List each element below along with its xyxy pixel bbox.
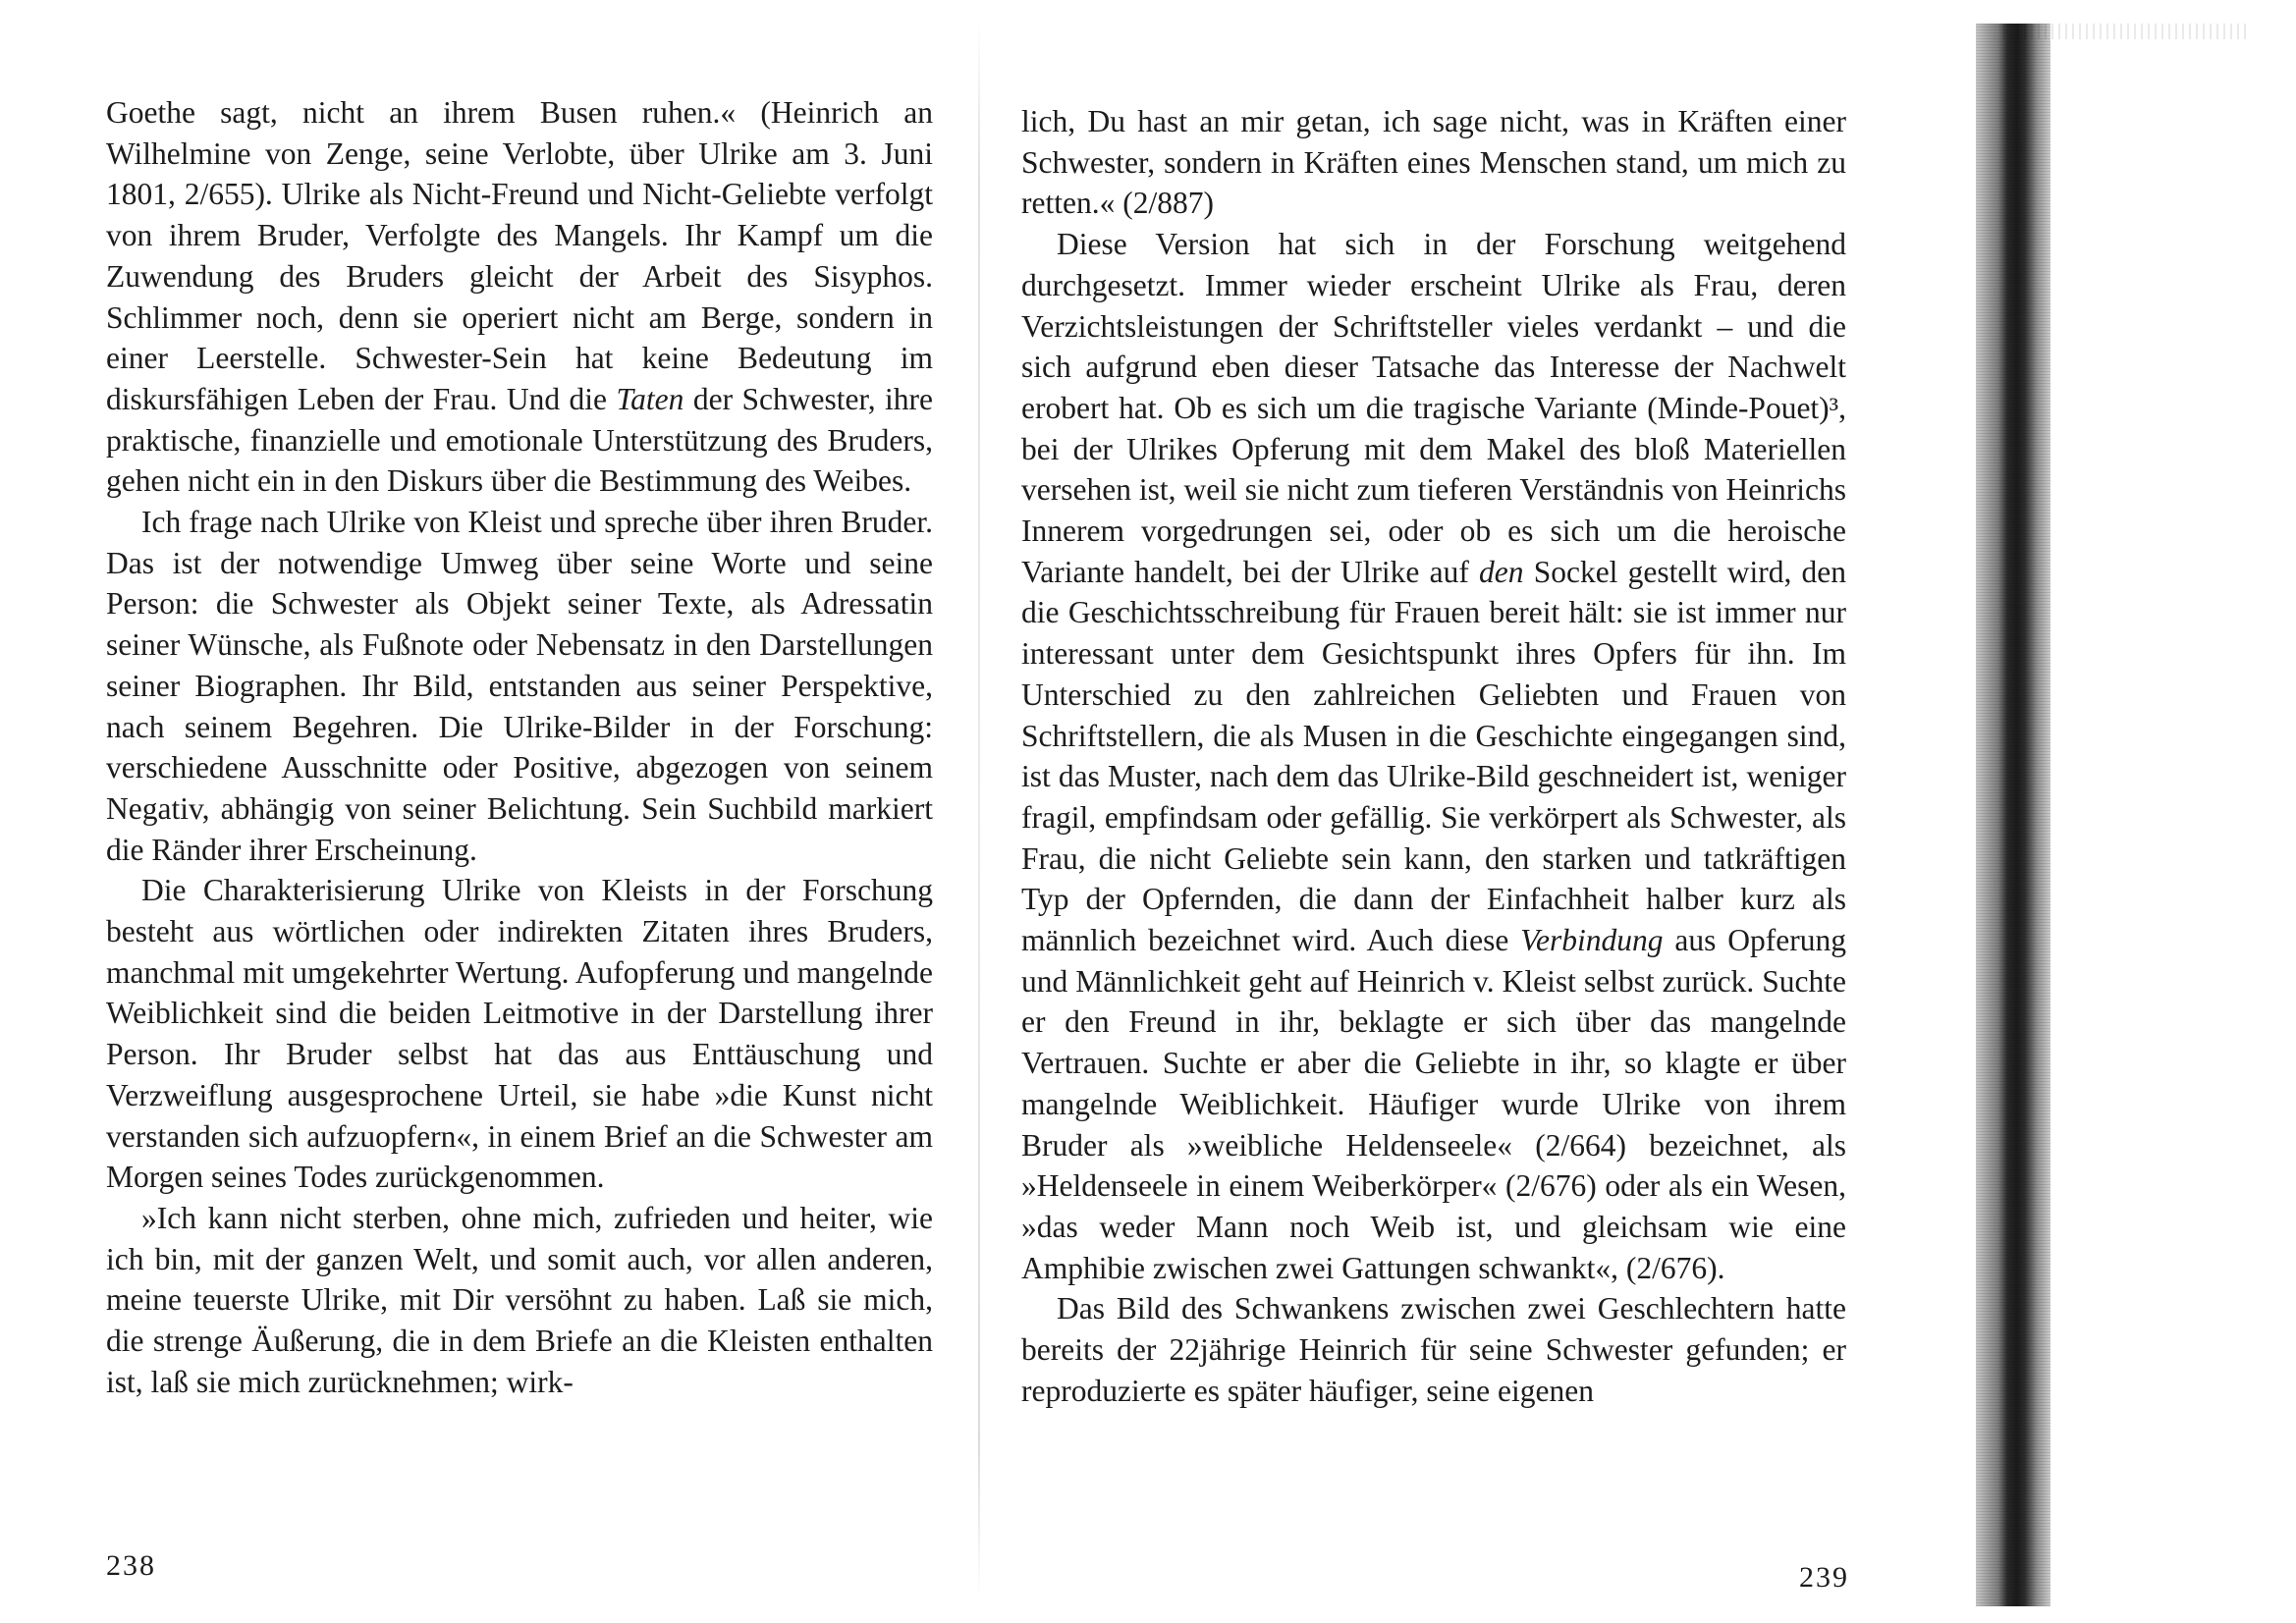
paragraph <box>106 92 933 502</box>
text-run: Sockel gestellt wird, den die Geschichtsschreibung für Frauen bereit hält: sie ist immer nur interessant unter dem Gesichtspunkt ihres Opfers für ihn. Im Unterschied zu den zahlreichen Geliebten und Frauen von Schriftstellern, die als Musen in die Geschichte eingegangen sind, ist das Muster, nach dem das Ulrike-Bild geschneidert ist, weniger fragil, empfindsam oder gefällig. Sie verkörpert als Schwester, als Frau, die nicht Geliebte sein kann, den starken und tatkräftigen Typ der Opfernden, die dann der Einfachheit halber kurz als männlich bezeichnet wird. Auch diese <box>1021 554 1847 958</box>
text-run: der Schwester, ihre praktische, finanzielle und emotionale Unterstützung des Bruders, gehen nicht ein in den Diskurs über die Bestimmung des Weibes. <box>106 381 934 499</box>
page-number-left: 238 <box>106 1549 156 1582</box>
page-number-right: 239 <box>1799 1561 1849 1594</box>
paragraph: Das Bild des Schwankens zwischen zwei Geschlechtern hatte bereits der 22jährige Heinrich für seine Schwester gefunden; er reproduzierte es später häufiger, seine eigenen <box>1021 1291 1846 1408</box>
block-quote: »Ich kann nicht sterben, ohne mich, zufrieden und heiter, wie ich bin, mit der ganzen Welt, und somit auch, vor allen anderen, meine teuerste Ulrike, mit Dir versöhnt zu haben. Laß sie mich, die strenge Äußerung, die in dem Briefe an die Kleisten enthalten ist, laß sie mich zurücknehmen; wirk- <box>106 1200 933 1399</box>
text-run: Und die <box>506 381 608 416</box>
text-run: Goethe sagt, nicht an ihrem Busen ruhen.« (Heinrich an Wilhelmine von Zenge, seine Verlobte, über Ulrike am 3. Juni 1801, 2/655). Ulrike als Nicht-Freund und Nicht-Geliebte verfolgt von ihrem Bruder, Verfolgte des Mangels. Ihr Kampf um die Zuwendung des Bruders gleicht der Arbeit des Sisyphos. Schlimmer noch, denn sie operiert nicht am Berge, sondern in einer Leerstelle. Schwester-Sein hat keine Bedeutung im diskursfähigen Leben der Frau. <box>106 95 933 416</box>
paragraph: lich, Du hast an mir getan, ich sage nicht, was in Kräften einer Schwester, sondern in Kräften eines Menschen stand, um mich zu retten.« (2/887) <box>1021 104 1846 221</box>
paragraph: Die Charakterisierung Ulrike von Kleists in der Forschung besteht aus wörtlichen oder indirekten Zitaten ihres Bruders, manchmal mit umgekehrter Wertung. Aufopferung und mangelnde Weiblichkeit sind die beiden Leitmotive in der Darstellung ihrer Person. Ihr Bruder selbst hat das aus Enttäuschung und Verzweiflung ausgesprochene Urteil, sie habe »die Kunst nicht verstanden sich aufzuopfern«, in einem Brief an die Schwester am Morgen seines Todes zurückgenommen. <box>106 873 933 1195</box>
emphasis: den <box>1479 554 1524 589</box>
scanner-edge-shadow <box>1976 24 2050 1606</box>
emphasis: Taten <box>616 381 684 416</box>
left-page <box>106 92 933 1403</box>
book-gutter <box>978 20 980 1600</box>
text-run: Diese Version hat sich in der Forschung weitgehend durchgesetzt. Immer wieder erscheint Ulrike als Frau, deren Verzichtsleistungen der Schriftsteller vieles verdankt – und die sich aufgrund eben dieser Tatsache das Interesse der Nachwelt erobert hat. Ob es sich um die tragische Variante (Minde-Pouet)³, bei der Ulrikes Opferung mit dem Makel des bloß Materiellen versehen ist, weil sie nicht zum tieferen Verständnis von Heinrichs Innerem vorgedrungen sei, oder ob es sich um die heroische Variante handelt, bei der Ulrike auf <box>1021 227 1846 589</box>
paragraph: Ich frage nach Ulrike von Kleist und spreche über ihren Bruder. Das ist der notwendige Umweg über seine Worte und seine Person: die Schwester als Objekt seiner Texte, als Adressatin seiner Wünsche, als Fußnote oder Nebensatz in den Darstellungen seiner Biographen. Ihr Bild, entstanden aus seiner Perspektive, nach seinem Begehren. Die Ulrike-Bilder in der Forschung: verschiedene Ausschnitte oder Positive, abgezogen von seinem Negativ, abhängig von seiner Belichtung. Sein Suchbild markiert die Ränder ihrer Erscheinung. <box>106 505 933 867</box>
emphasis: Verbindung <box>1520 923 1664 958</box>
scanner-edge-noise <box>2003 24 2249 39</box>
paragraph <box>1021 224 1846 1288</box>
right-page <box>1021 101 1846 1412</box>
text-run: aus Opferung und Männlichkeit geht auf Heinrich v. Kleist selbst zurück. Suchte er den Freund in ihr, beklagte er sich über das mangelnde Vertrauen. Suchte er aber die Geliebte in ihr, so klagte er über mangelnde Weiblichkeit. Häufiger wurde Ulrike von ihrem Bruder als »weibliche Heldenseele« (2/664) bezeichnet, als »Heldenseele in einem Weiberkörper« (2/676) oder als ein Wesen, »das weder Mann noch Weib ist, und gleichsam wie eine Amphibie zwischen zwei Gattungen schwankt«, (2/676). <box>1021 923 1846 1285</box>
